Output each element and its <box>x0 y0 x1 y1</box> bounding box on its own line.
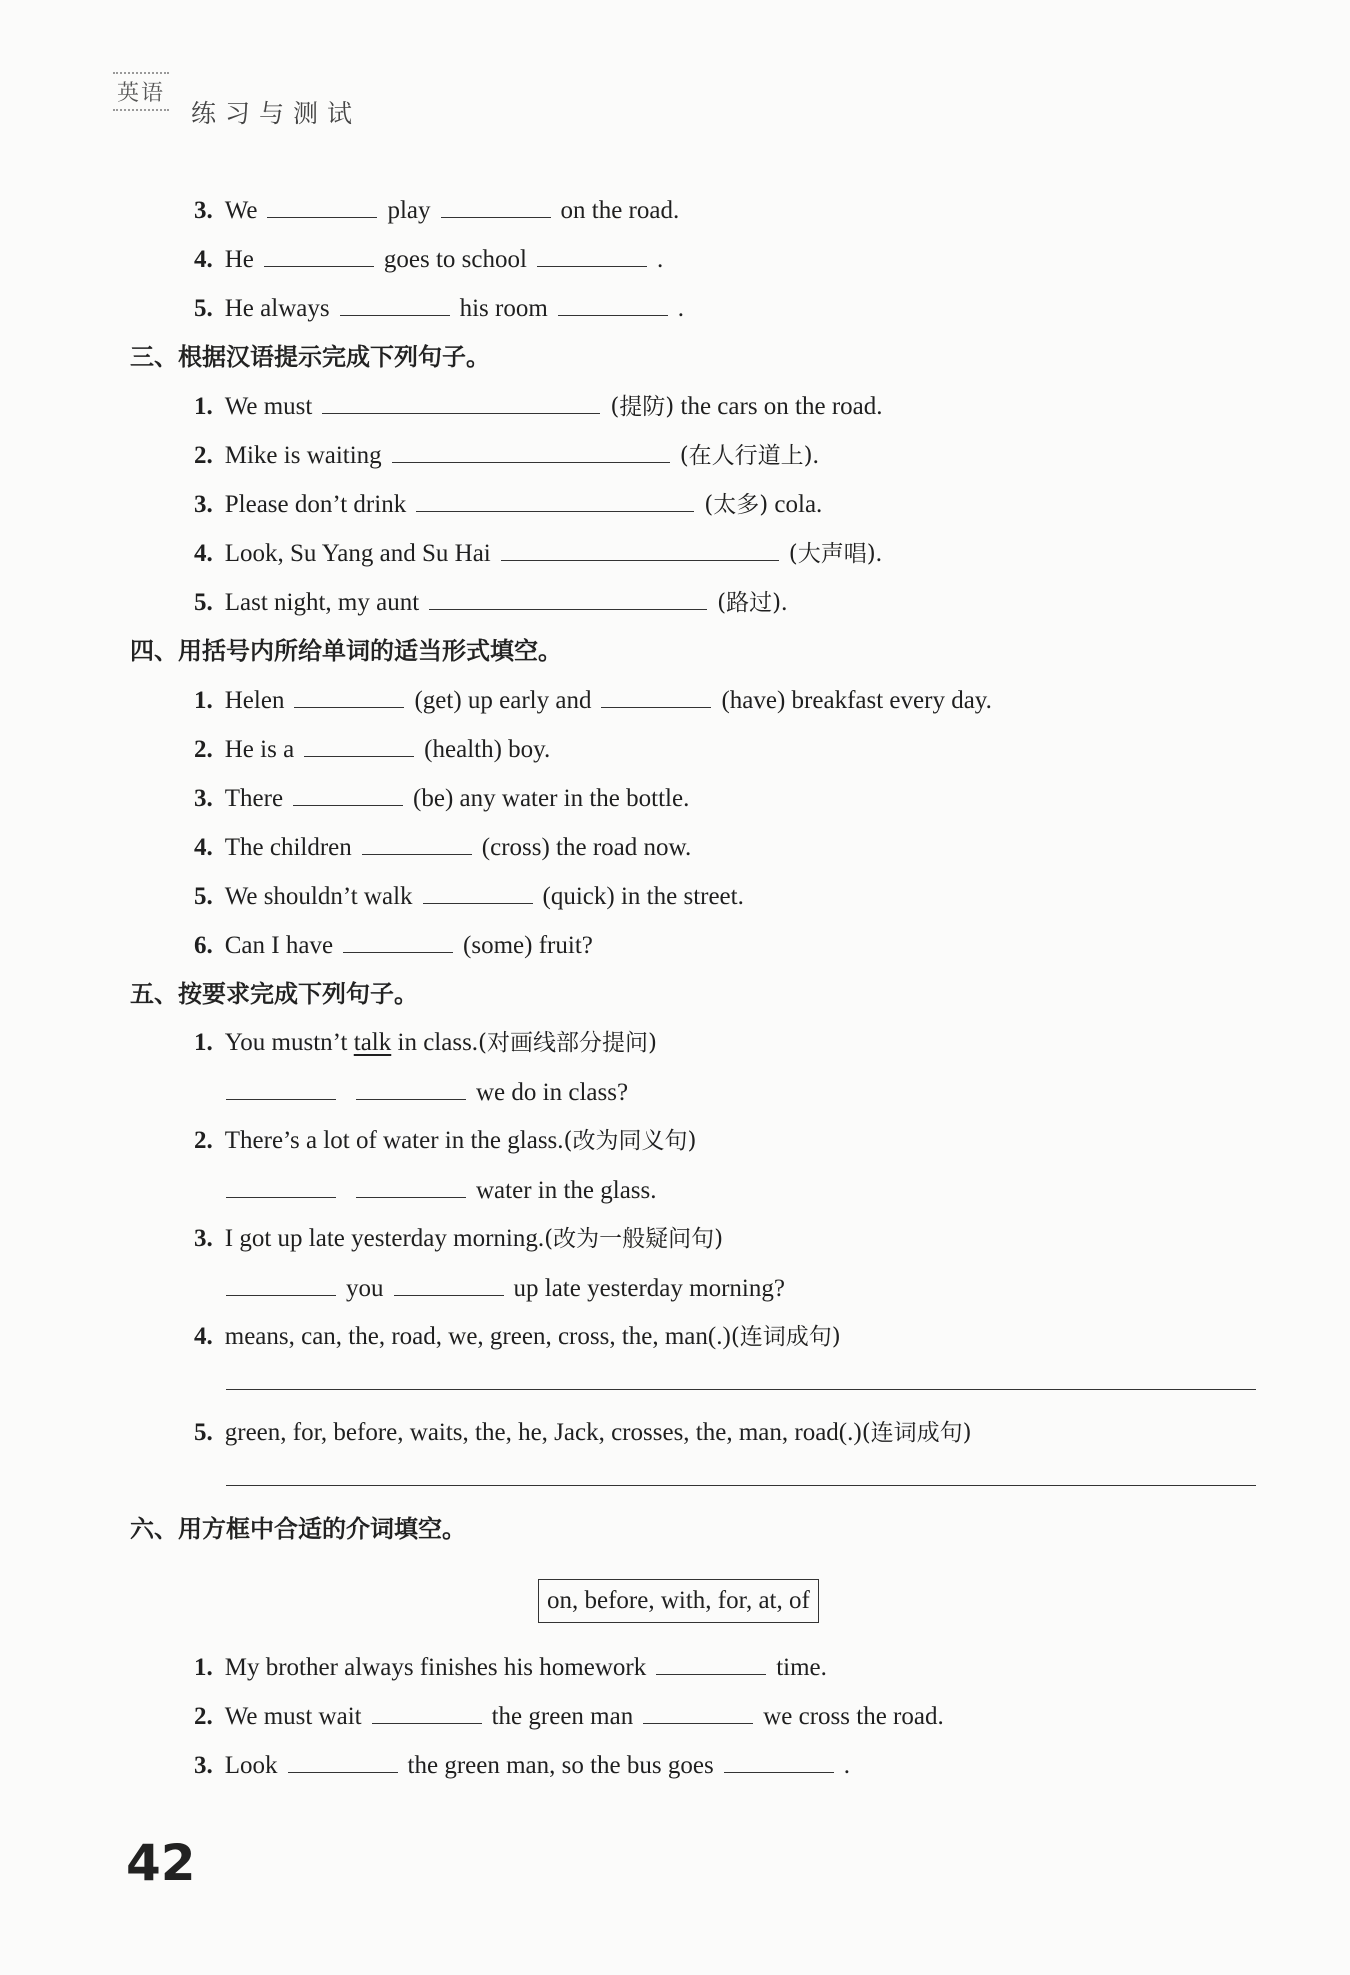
answer-blank[interactable] <box>293 783 403 806</box>
page-header <box>113 72 362 128</box>
answer-blank[interactable] <box>226 1175 336 1198</box>
answer-blank[interactable] <box>294 685 404 708</box>
exercise-item: 3. Look the green man, so the bus goes . <box>194 1752 850 1779</box>
exercise-item: 3. Please don’t drink (太多) cola. <box>194 491 823 518</box>
answer-blank[interactable] <box>362 832 472 855</box>
exercise-item: 3. We play on the road. <box>194 197 680 224</box>
exercise-item: 1. My brother always finishes his homework time. <box>194 1654 827 1681</box>
exercise-item: 5. We shouldn’t walk (quick) in the street. <box>194 883 744 910</box>
exercise-item: 4. He goes to school . <box>194 246 664 273</box>
answer-blank[interactable] <box>558 293 668 316</box>
subject-label: 英语 <box>113 72 169 111</box>
answer-blank[interactable] <box>394 1273 504 1296</box>
exercise-item: 2. He is a (health) boy. <box>194 736 551 763</box>
exercise-item: 5. He always his room . <box>194 295 685 322</box>
answer-blank[interactable] <box>501 538 779 561</box>
exercise-item: 2. There’s a lot of water in the glass.(改为同义句) <box>194 1127 697 1154</box>
exercise-item: 3. I got up late yesterday morning.(改为一般疑问句) <box>194 1225 724 1252</box>
underlined-word: talk <box>353 1029 392 1056</box>
answer-blank[interactable] <box>392 440 670 463</box>
exercise-item: 3. There (be) any water in the bottle. <box>194 785 690 812</box>
answer-blank[interactable] <box>304 734 414 757</box>
section-heading: 六、用方框中合适的介词填空。 <box>130 1515 466 1543</box>
exercise-item: 5. Last night, my aunt (路过). <box>194 589 788 616</box>
answer-blank[interactable] <box>429 587 707 610</box>
answer-blank[interactable] <box>322 391 600 414</box>
section-heading: 四、用括号内所给单词的适当形式填空。 <box>130 637 562 665</box>
answer-line[interactable] <box>226 1485 1256 1486</box>
exercise-item: 1. We must (提防) the cars on the road. <box>194 393 883 420</box>
answer-blank[interactable] <box>356 1077 466 1100</box>
answer-blank[interactable] <box>226 1273 336 1296</box>
answer-blank[interactable] <box>264 244 374 267</box>
exercise-item: 1. Helen (get) up early and (have) breakfast every day. <box>194 687 992 714</box>
answer-blank[interactable] <box>340 293 450 316</box>
answer-blank[interactable] <box>226 1077 336 1100</box>
answer-row: water in the glass. <box>216 1175 657 1206</box>
exercise-item: 5. green, for, before, waits, the, he, Jack, crosses, the, man, road(.)(连词成句) <box>194 1419 972 1446</box>
exercise-item: 4. Look, Su Yang and Su Hai (大声唱). <box>194 540 882 567</box>
answer-line[interactable] <box>226 1389 1256 1390</box>
section-heading: 五、按要求完成下列句子。 <box>130 980 418 1008</box>
page-number: 42 <box>126 1834 196 1892</box>
answer-blank[interactable] <box>356 1175 466 1198</box>
answer-blank[interactable] <box>267 195 377 218</box>
section-heading: 三、根据汉语提示完成下列句子。 <box>130 343 490 371</box>
answer-row: you up late yesterday morning? <box>216 1273 785 1304</box>
exercise-item: 4. means, can, the, road, we, green, cross, the, man(.)(连词成句) <box>194 1323 841 1350</box>
answer-blank[interactable] <box>372 1701 482 1724</box>
exercise-item: 1. You mustn’t talk in class.(对画线部分提问) <box>194 1029 657 1056</box>
answer-blank[interactable] <box>601 685 711 708</box>
answer-blank[interactable] <box>643 1701 753 1724</box>
answer-blank[interactable] <box>423 881 533 904</box>
answer-blank[interactable] <box>441 195 551 218</box>
answer-blank[interactable] <box>288 1750 398 1773</box>
answer-row: we do in class? <box>216 1077 628 1108</box>
word-box: on, before, with, for, at, of <box>538 1579 819 1623</box>
answer-blank[interactable] <box>416 489 694 512</box>
exercise-item: 2. Mike is waiting (在人行道上). <box>194 442 819 469</box>
answer-blank[interactable] <box>537 244 647 267</box>
answer-blank[interactable] <box>656 1652 766 1675</box>
exercise-item: 6. Can I have (some) fruit? <box>194 932 593 959</box>
book-title: 练习与测试 <box>191 99 362 128</box>
exercise-item: 4. The children (cross) the road now. <box>194 834 692 861</box>
answer-blank[interactable] <box>343 930 453 953</box>
exercise-item: 2. We must wait the green man we cross the road. <box>194 1703 944 1730</box>
answer-blank[interactable] <box>724 1750 834 1773</box>
